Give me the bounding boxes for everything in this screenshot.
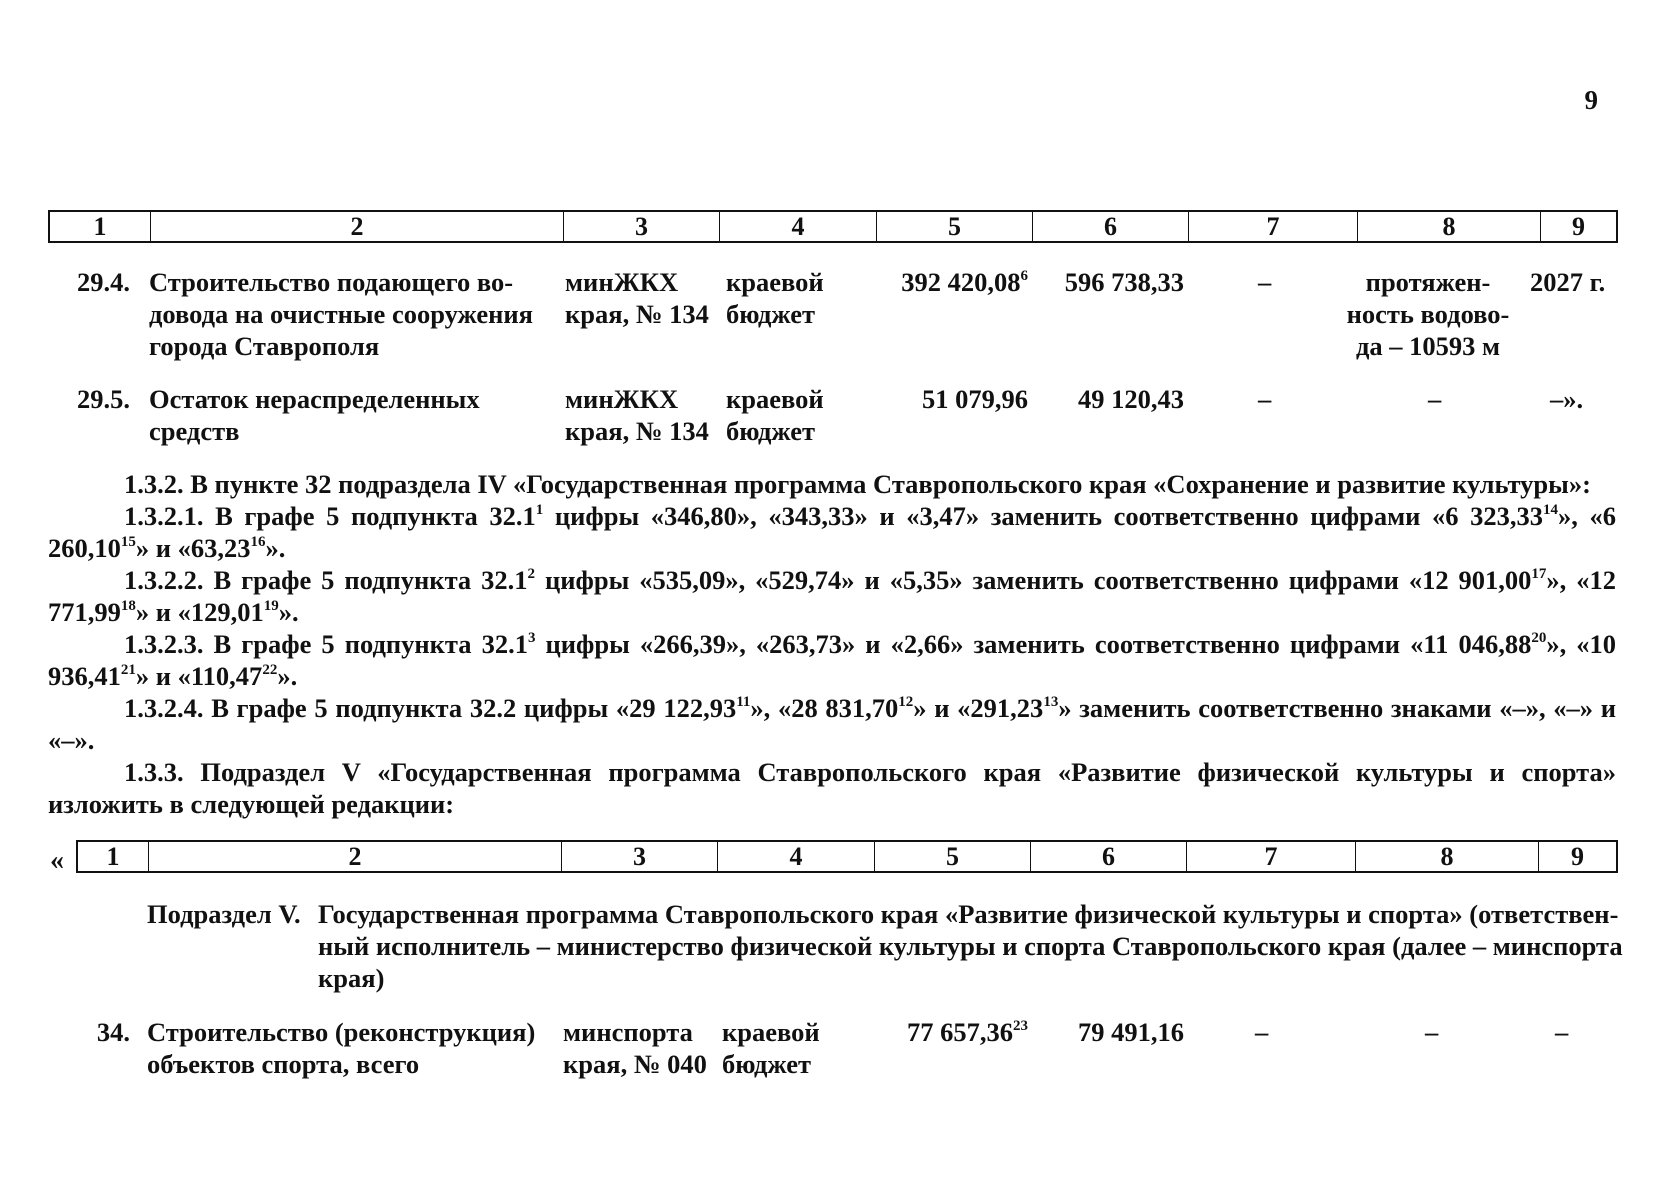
col8-line: да – 10593 м xyxy=(1355,331,1501,361)
source-line: бюджет xyxy=(722,1049,812,1079)
header-cell-4: 4 xyxy=(718,842,875,871)
subsection-line: края) xyxy=(318,963,385,993)
row-col7: – xyxy=(1258,384,1272,414)
row-name xyxy=(149,383,547,447)
header-cell-7: 7 xyxy=(1187,842,1356,871)
row-col9: – xyxy=(1555,1017,1569,1047)
row-col5: 392 420,08$^6$ xyxy=(901,267,1028,297)
header-cell-4: 4 xyxy=(720,212,877,241)
header-cell-5: 5 xyxy=(875,842,1031,871)
executor-line: минспорта xyxy=(563,1017,693,1047)
row-executor xyxy=(565,266,709,330)
row-source xyxy=(726,383,824,447)
header-cell-1: 1 xyxy=(50,212,151,241)
executor-line: края, № 134 xyxy=(565,416,709,446)
row-col5: 77 657,36$^{23}$ xyxy=(907,1017,1028,1047)
header-cell-6: 6 xyxy=(1031,842,1187,871)
paragraph-1-3-2-2: 1.3.2.2. В графе 5 подпункта 32.1$^2$ цифры «535,09», «529,74» и «5,35» заменить соответственно цифрами «12 901,00$^{17}$», «12 771,99$^{18}$» и «129,01$^{19}$». xyxy=(48,565,1616,627)
table-header-row xyxy=(76,840,1618,873)
row-name-line: Строительство (реконструкция) xyxy=(147,1017,536,1047)
row-name-line: Строительство подающего во- xyxy=(149,267,514,297)
paragraph-1-3-2: 1.3.2. В пункте 32 подраздела IV «Государственная программа Ставропольского края «Сохранение и развитие культуры»: xyxy=(124,469,1591,499)
paragraph-1-3-2-1: 1.3.2.1. В графе 5 подпункта 32.1$^1$ цифры «346,80», «343,33» и «3,47» заменить соответственно цифрами «6 323,33$^{14}$», «6 260,10$^{15}$» и «63,23$^{16}$». xyxy=(48,501,1616,563)
source-line: краевой xyxy=(726,267,824,297)
source-line: бюджет xyxy=(726,416,816,446)
row-col6: 79 491,16 xyxy=(1078,1017,1184,1047)
subsection-title xyxy=(318,898,1623,994)
col8-line: ность водово- xyxy=(1346,299,1510,329)
header-cell-3: 3 xyxy=(564,212,720,241)
row-col8: – xyxy=(1428,384,1442,414)
opening-quote: « xyxy=(50,845,64,876)
footnote-marker: 23 xyxy=(1013,1018,1028,1034)
row-number: 29.4. xyxy=(77,267,130,297)
header-cell-2: 2 xyxy=(151,212,564,241)
row-col5: 51 079,96 xyxy=(922,384,1028,414)
paragraph-1-3-2-3: 1.3.2.3. В графе 5 подпункта 32.1$^3$ цифры «266,39», «263,73» и «2,66» заменить соответственно цифрами «11 046,88$^{20}$», «10 936,41$^{21}$» и «110,47$^{22}$». xyxy=(48,629,1616,691)
row-col6: 596 738,33 xyxy=(1064,267,1184,297)
page-number: 9 xyxy=(1584,85,1598,115)
row-executor xyxy=(565,383,709,447)
header-cell-6: 6 xyxy=(1033,212,1189,241)
executor-line: минЖКХ xyxy=(565,384,679,414)
row-name-line: Остаток нераспределенных xyxy=(149,384,480,414)
source-line: краевой xyxy=(722,1017,820,1047)
row-source xyxy=(726,266,824,330)
header-cell-2: 2 xyxy=(149,842,562,871)
row-col6: 49 120,43 xyxy=(1078,384,1184,414)
header-cell-8: 8 xyxy=(1356,842,1539,871)
row-col9: 2027 г. xyxy=(1530,267,1606,297)
row-number: 29.5. xyxy=(77,384,130,414)
footnote-marker: 6 xyxy=(1020,268,1028,284)
row-name-line: довода на очистные сооружения xyxy=(149,299,533,329)
executor-line: края, № 040 xyxy=(563,1049,707,1079)
executor-line: края, № 134 xyxy=(565,299,709,329)
header-cell-3: 3 xyxy=(562,842,718,871)
header-cell-5: 5 xyxy=(877,212,1033,241)
row-source xyxy=(722,1016,820,1080)
col8-line: протяжен- xyxy=(1365,267,1491,297)
row-name xyxy=(149,266,547,362)
row-col7: – xyxy=(1255,1017,1269,1047)
row-col9: –». xyxy=(1550,384,1584,414)
header-cell-8: 8 xyxy=(1358,212,1541,241)
table-header-row xyxy=(48,210,1618,243)
executor-line: минЖКХ xyxy=(565,267,679,297)
row-col7: – xyxy=(1258,267,1272,297)
row-name xyxy=(147,1016,535,1080)
row-col8 xyxy=(1338,266,1518,362)
row-name-line: объектов спорта, всего xyxy=(147,1049,420,1079)
row-name-line: города Ставрополя xyxy=(149,331,380,361)
subsection-line: Государственная программа Ставропольского края «Развитие физической культуры и спорта» (ответствен- xyxy=(318,899,1619,929)
paragraph-1-3-3: 1.3.3. Подраздел V «Государственная программа Ставропольского края «Развитие физической культуры и спорта» изложить в следующей редакции: xyxy=(48,757,1616,819)
header-cell-9: 9 xyxy=(1571,842,1584,871)
row-executor xyxy=(563,1016,707,1080)
subsection-line: ный исполнитель – министерство физической культуры и спорта Ставропольского края (далее – минспорта xyxy=(318,931,1623,961)
paragraph-1-3-2-4: 1.3.2.4. В графе 5 подпункта 32.2 цифры «29 122,93$^{11}$», «28 831,70$^{12}$» и «291,23$^{13}$» заменить соответственно знаками «–», «–» и «–». xyxy=(48,693,1616,755)
header-cell-7: 7 xyxy=(1189,212,1358,241)
header-cell-1: 1 xyxy=(78,842,149,871)
header-cell-9: 9 xyxy=(1572,212,1585,241)
row-number: 34. xyxy=(96,1017,130,1047)
source-line: краевой xyxy=(726,384,824,414)
subsection-prefix: Подраздел V. xyxy=(147,899,301,929)
source-line: бюджет xyxy=(726,299,816,329)
row-col8: – xyxy=(1425,1017,1439,1047)
row-name-line: средств xyxy=(149,416,240,446)
